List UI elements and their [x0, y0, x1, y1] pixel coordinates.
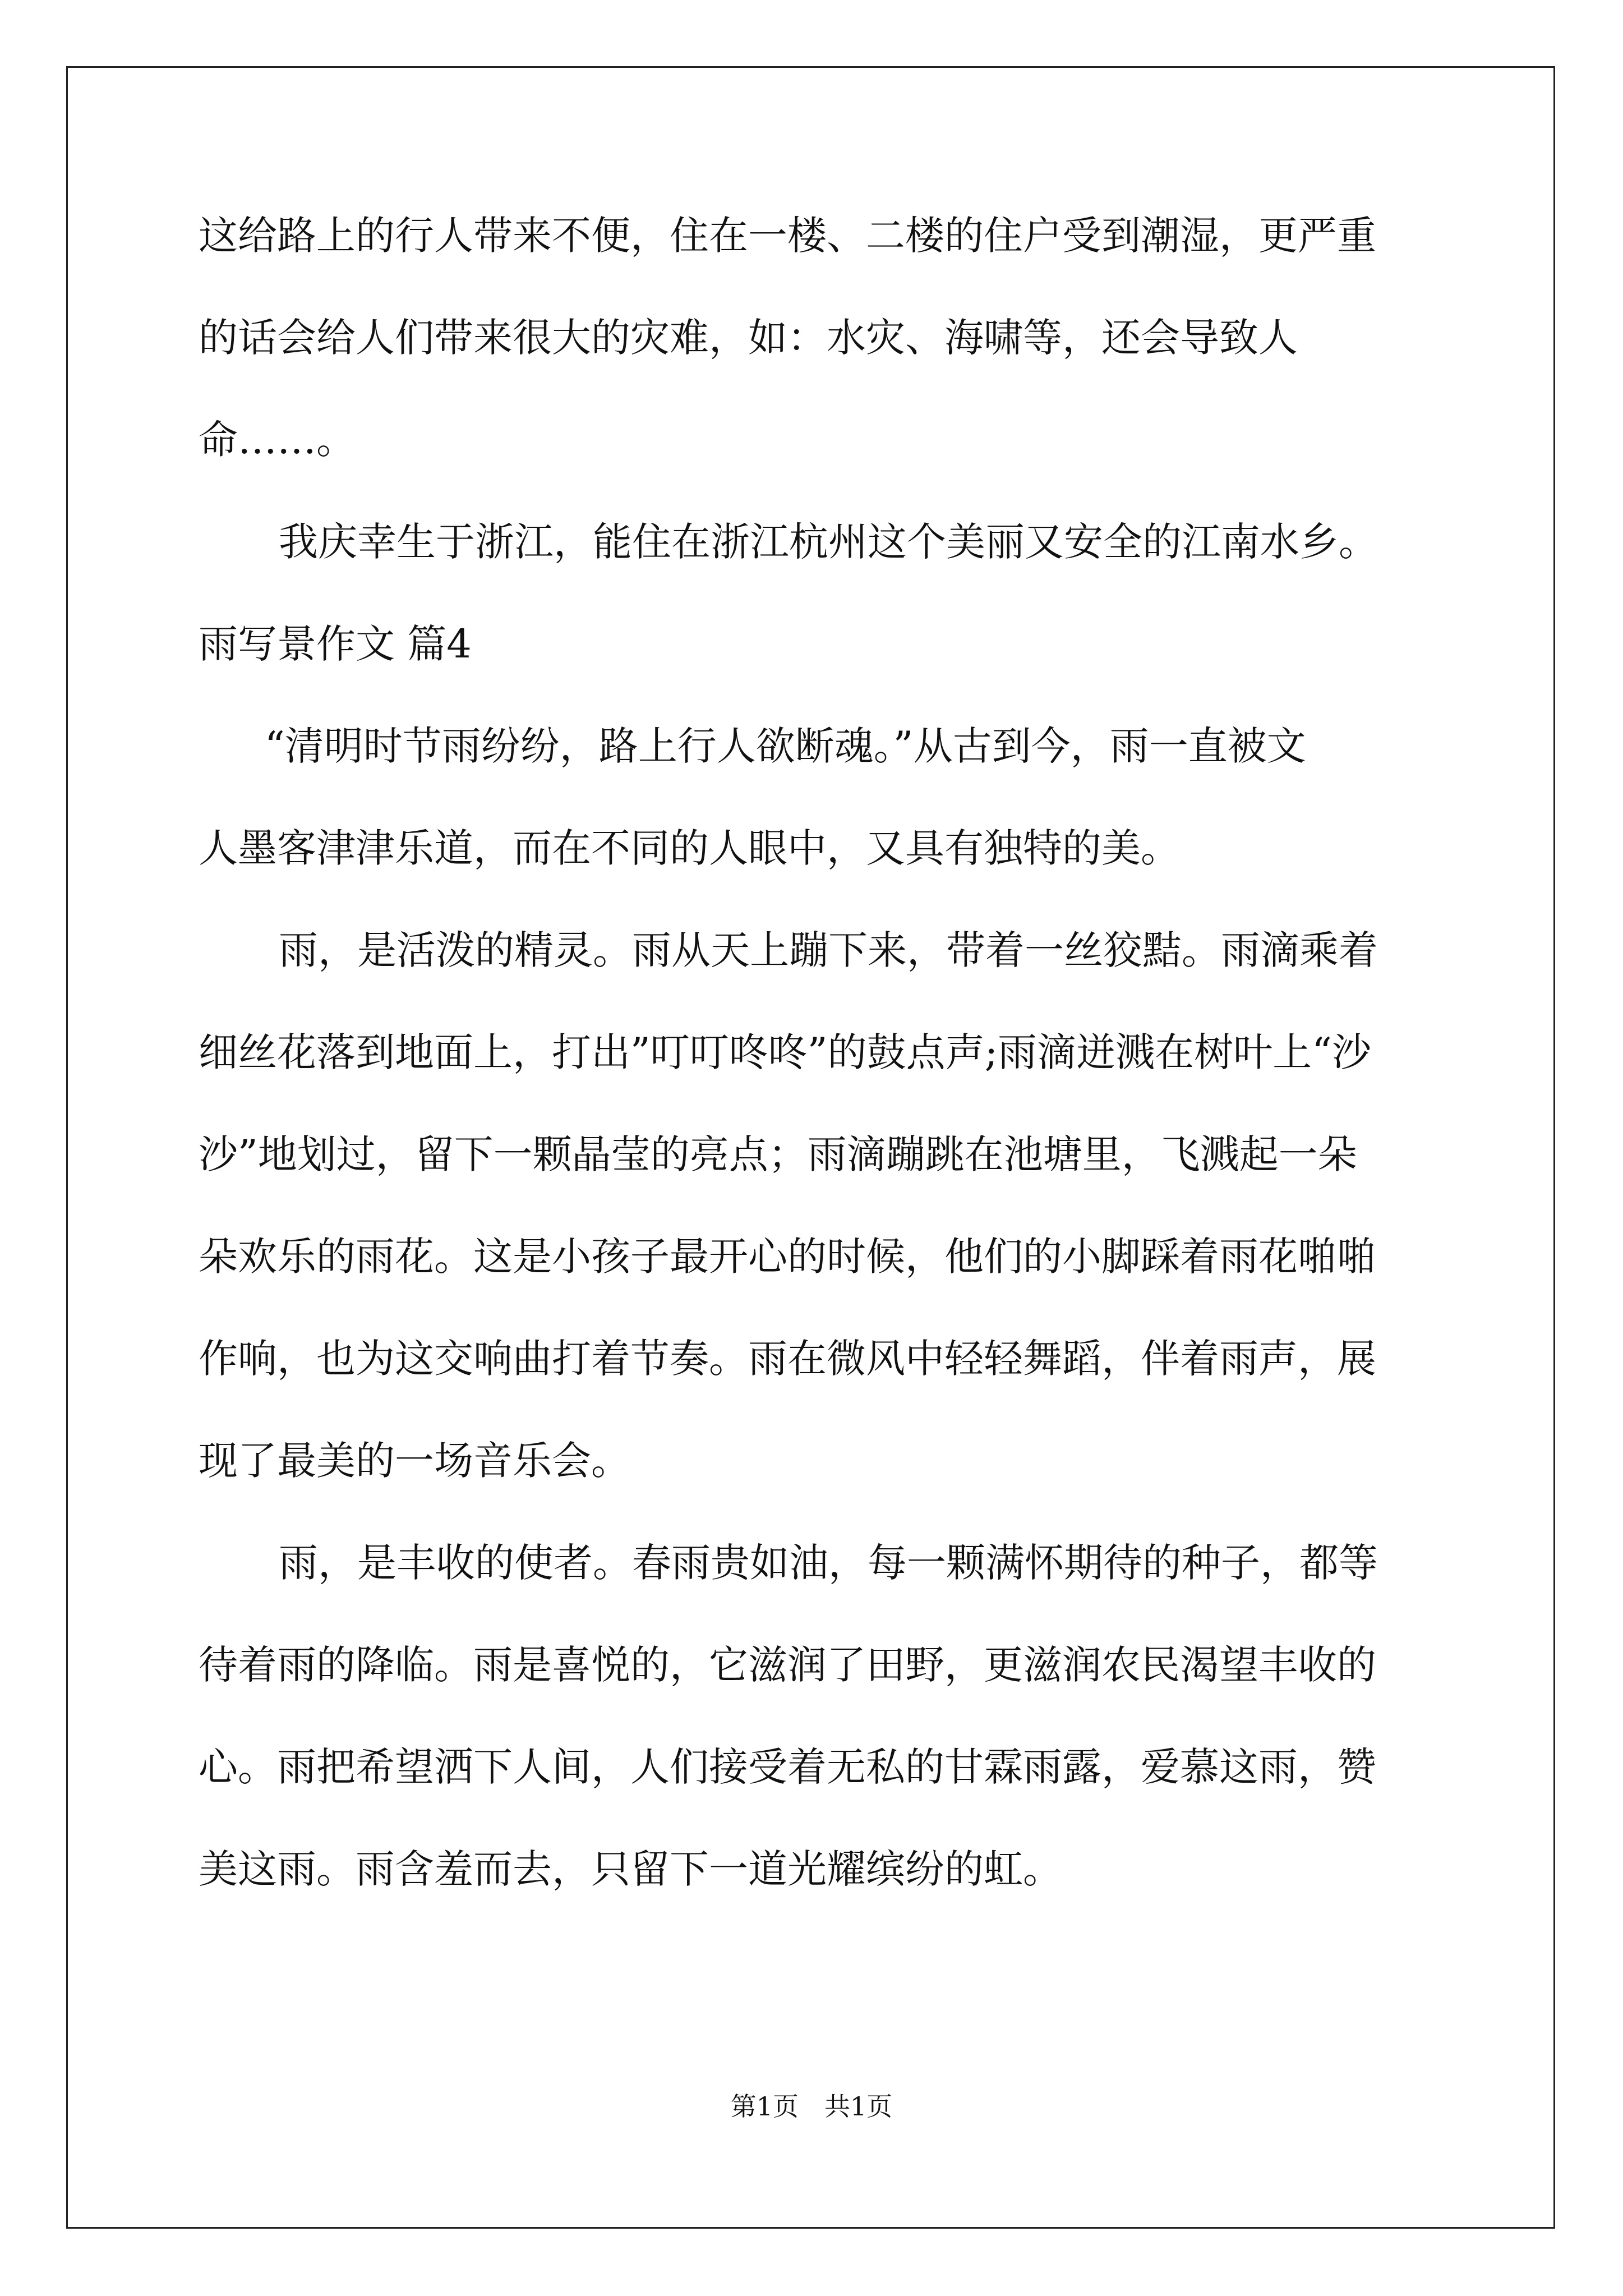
text-line: 心。雨把希望洒下人间，人们接受着无私的甘霖雨露，爱慕这雨，赞: [199, 1744, 1376, 1790]
text-line: 雨，是丰收的使者。春雨贵如油，每一颗满怀期待的种子，都等: [279, 1540, 1378, 1586]
text-line: 朵欢乐的雨花。这是小孩子最开心的时候，他们的小脚踩着雨花啪啪: [199, 1234, 1376, 1280]
page-footer: 第1页 共1页: [730, 2091, 893, 2122]
text-line: 现了最美的一场音乐会。: [199, 1438, 630, 1484]
text-line: 美这雨。雨含羞而去，只留下一道光耀缤纷的虹。: [199, 1846, 1062, 1892]
text-line: 命……。: [199, 417, 356, 463]
text-line: 人墨客津津乐道，而在不同的人眼中，又具有独特的美。: [199, 825, 1180, 871]
section-heading: 雨写景作文 篇4: [199, 621, 472, 667]
text-line: 待着雨的降临。雨是喜悦的，它滋润了田野，更滋润农民渴望丰收的: [199, 1642, 1376, 1688]
text-line: 细丝花落到地面上，打出”叮叮咚咚”的鼓点声;雨滴迸溅在树叶上“沙: [199, 1029, 1371, 1075]
text-line: 这给路上的行人带来不便，住在一楼、二楼的住户受到潮湿，更严重: [199, 213, 1376, 259]
text-line: 的话会给人们带来很大的灾难，如：水灾、海啸等，还会导致人: [199, 315, 1298, 361]
text-line: 雨，是活泼的精灵。雨从天上蹦下来，带着一丝狡黠。雨滴乘着: [279, 927, 1378, 973]
text-line: 我庆幸生于浙江，能住在浙江杭州这个美丽又安全的江南水乡。: [279, 519, 1378, 565]
text-line: “清明时节雨纷纷，路上行人欲断魂。”从古到今，雨一直被文: [265, 723, 1306, 769]
text-line: 作响，也为这交响曲打着节奏。雨在微风中轻轻舞蹈，伴着雨声，展: [199, 1336, 1376, 1382]
text-line: 沙”地划过，留下一颗晶莹的亮点；雨滴蹦跳在池塘里，飞溅起一朵: [199, 1131, 1357, 1177]
